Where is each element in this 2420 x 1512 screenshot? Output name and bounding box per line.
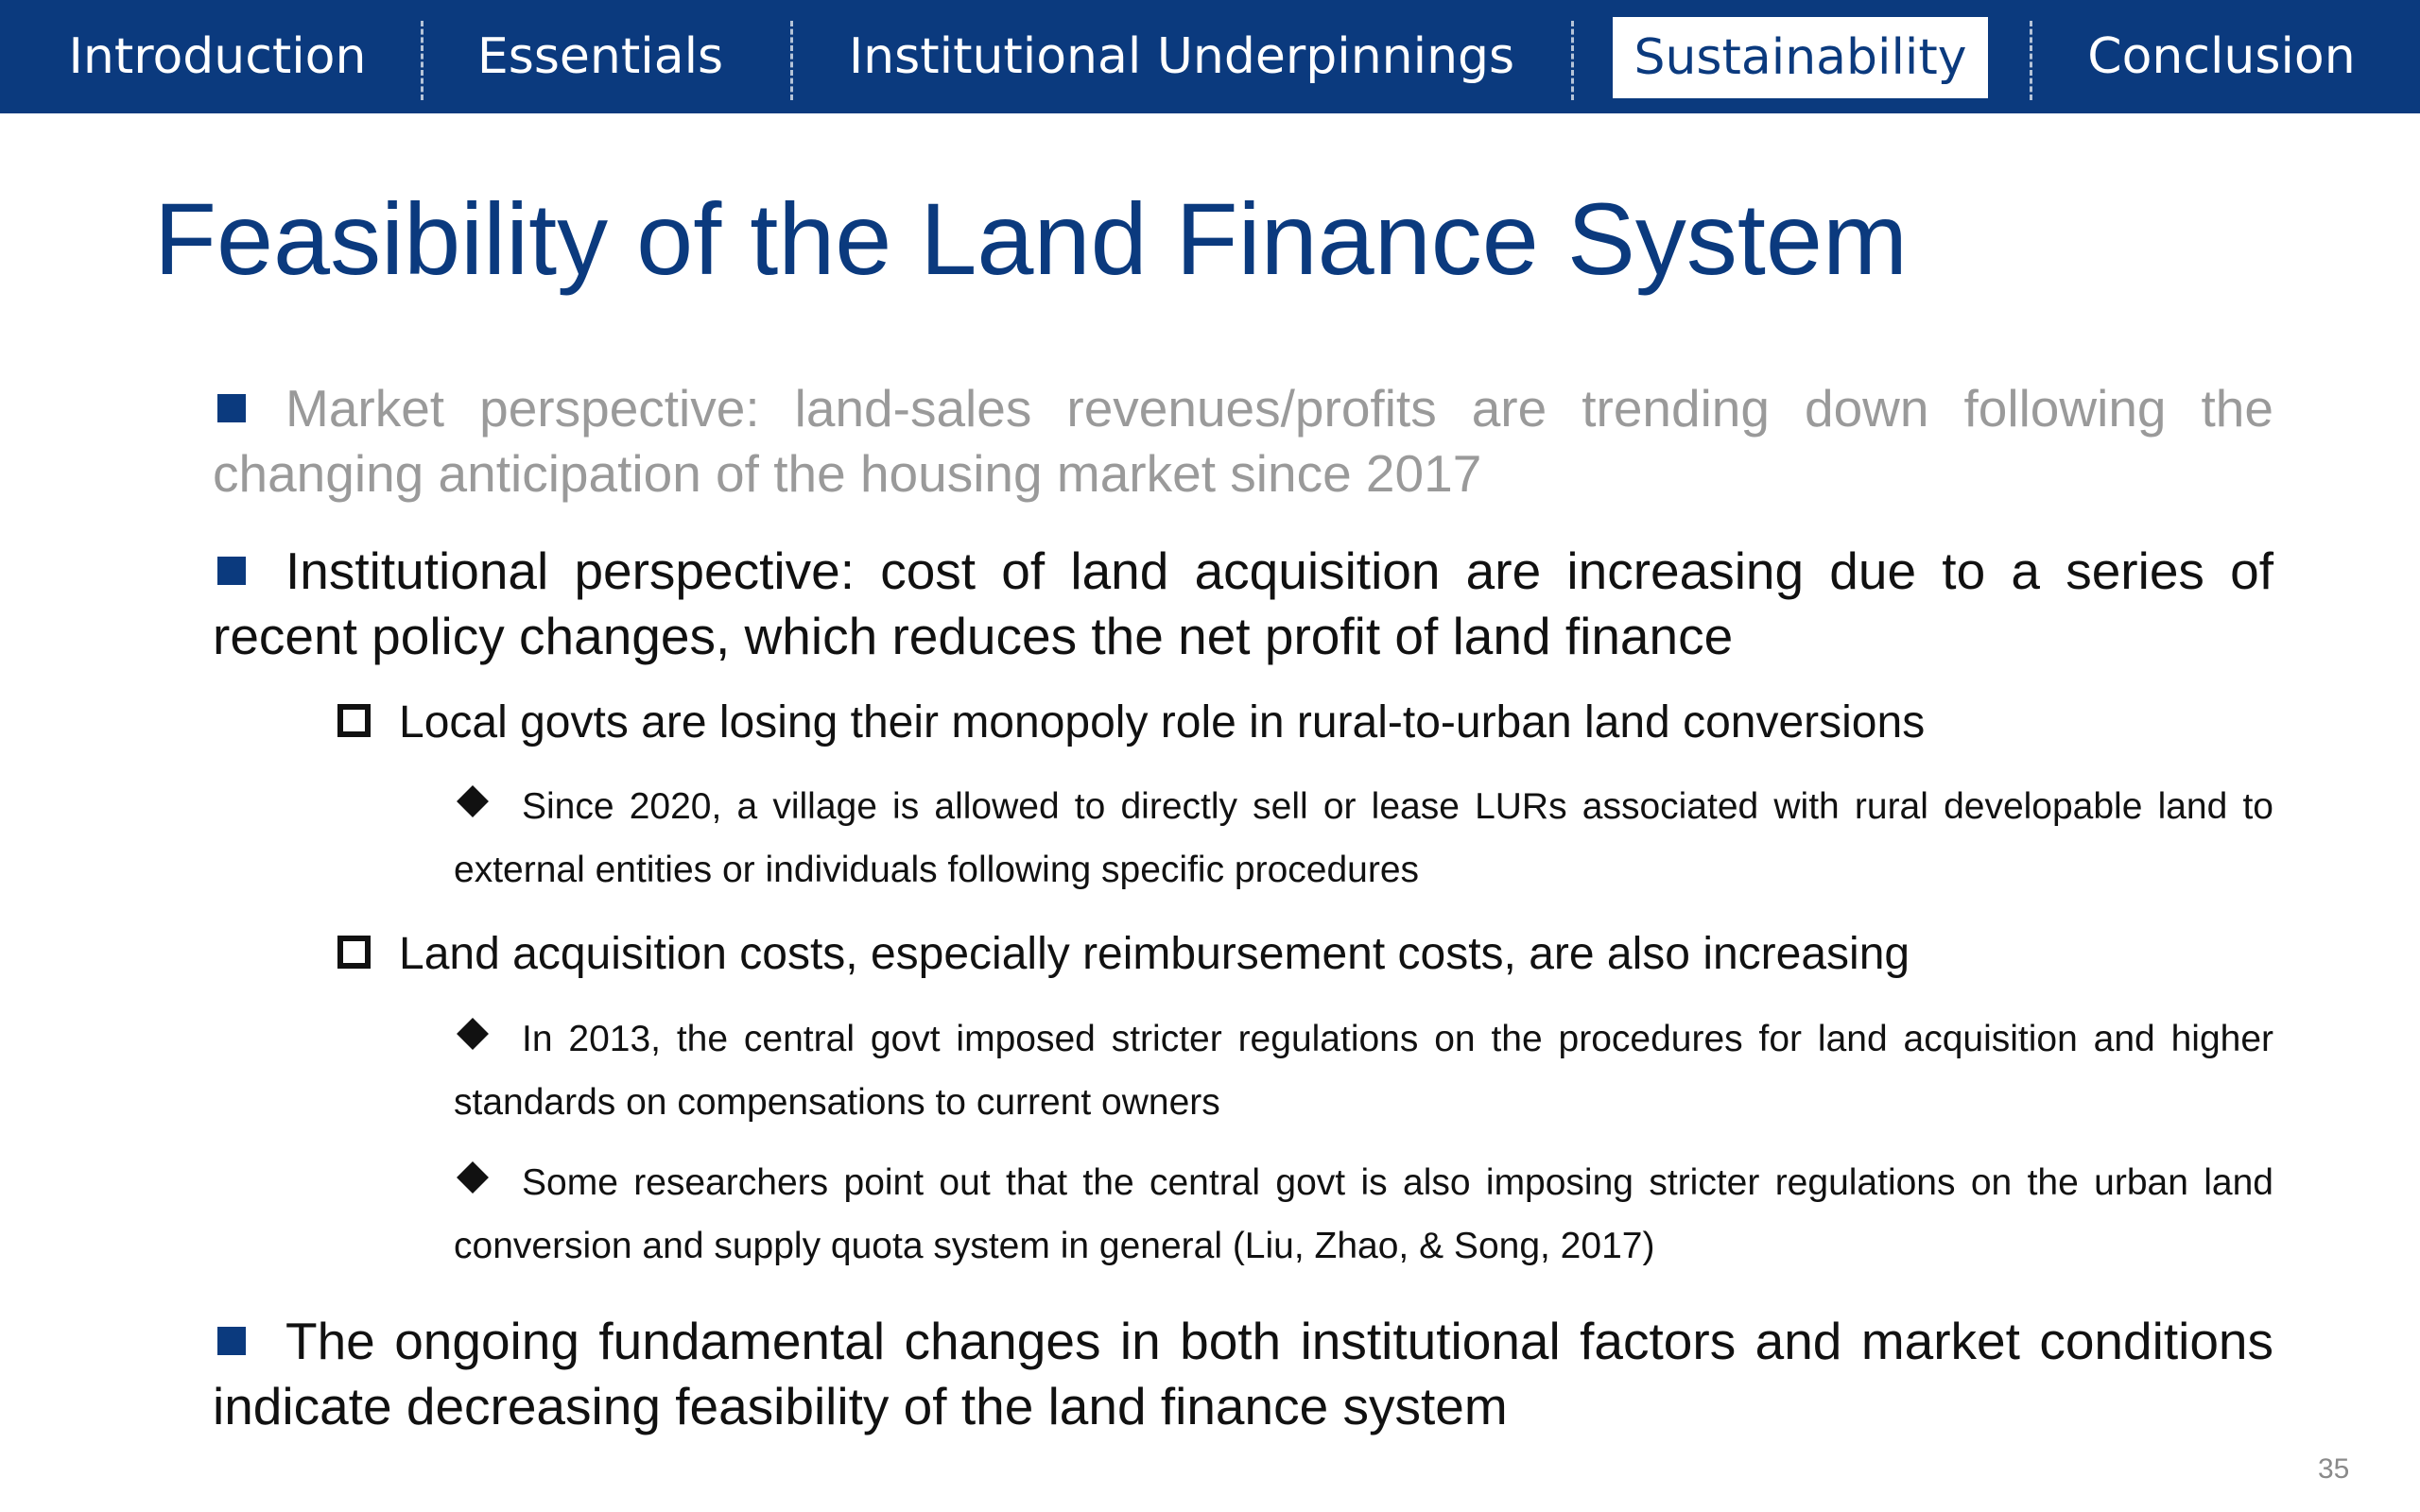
bullet-text: In 2013, the central govt imposed stricter regulations on the procedures for land acquisition and higher standards on compensations to current owners (454, 1019, 2273, 1123)
top-navigation-bar (0, 0, 2420, 113)
bullet-market-perspective (213, 376, 2273, 507)
nav-tab-introduction[interactable]: Introduction (68, 28, 367, 85)
nav-divider (421, 21, 424, 100)
diamond-bullet-icon (457, 785, 489, 817)
page-number: 35 (2318, 1453, 2350, 1485)
nav-tab-essentials[interactable]: Essentials (476, 28, 724, 85)
nav-divider (790, 21, 793, 100)
slide-title: Feasibility of the Land Finance System (154, 181, 1908, 296)
sub-sub-bullet-village-lurs (454, 775, 2273, 902)
diamond-bullet-icon (457, 1018, 489, 1050)
hollow-square-bullet-icon (337, 704, 371, 737)
nav-divider (2030, 21, 2032, 100)
sub-sub-bullet-researchers (454, 1151, 2273, 1278)
diamond-bullet-icon (457, 1161, 489, 1194)
sub-bullet-monopoly (336, 695, 2273, 751)
sub-sub-bullet-2013-regulations (454, 1007, 2273, 1134)
filled-square-bullet-icon (217, 1327, 246, 1355)
hollow-square-bullet-icon (337, 936, 371, 969)
bullet-text: Some researchers point out that the central govt is also imposing stricter regulations on the urban land conversion and supply quota system in general (Liu, Zhao, & Song, 2017) (454, 1162, 2273, 1266)
nav-divider (1571, 21, 1574, 100)
filled-square-bullet-icon (217, 557, 246, 585)
bullet-text: Local govts are losing their monopoly role in rural-to-urban land conversions (399, 697, 1926, 747)
bullet-text: Since 2020, a village is allowed to directly sell or lease LURs associated with rural developable land to external entities or individuals following specific procedures (454, 786, 2273, 890)
bullet-institutional-perspective (213, 539, 2273, 669)
nav-tab-conclusion[interactable]: Conclusion (2087, 28, 2356, 85)
bullet-text: Land acquisition costs, especially reimbursement costs, are also increasing (399, 929, 1910, 979)
bullet-conclusion (213, 1309, 2273, 1439)
filled-square-bullet-icon (217, 394, 246, 422)
nav-tab-sustainability[interactable]: Sustainability (1613, 17, 1988, 98)
nav-tab-institutional-underpinnings[interactable]: Institutional Underpinnings (848, 28, 1515, 85)
bullet-text: The ongoing fundamental changes in both institutional factors and market conditions indicate decreasing feasibility of the land finance system (213, 1312, 2273, 1435)
bullet-text: Market perspective: land-sales revenues/profits are trending down following the changing anticipation of the housing market since 2017 (213, 379, 2273, 503)
bullet-text: Institutional perspective: cost of land acquisition are increasing due to a series of recent policy changes, which reduces the net profit of land finance (213, 541, 2273, 665)
sub-bullet-acquisition-costs (336, 926, 2273, 983)
